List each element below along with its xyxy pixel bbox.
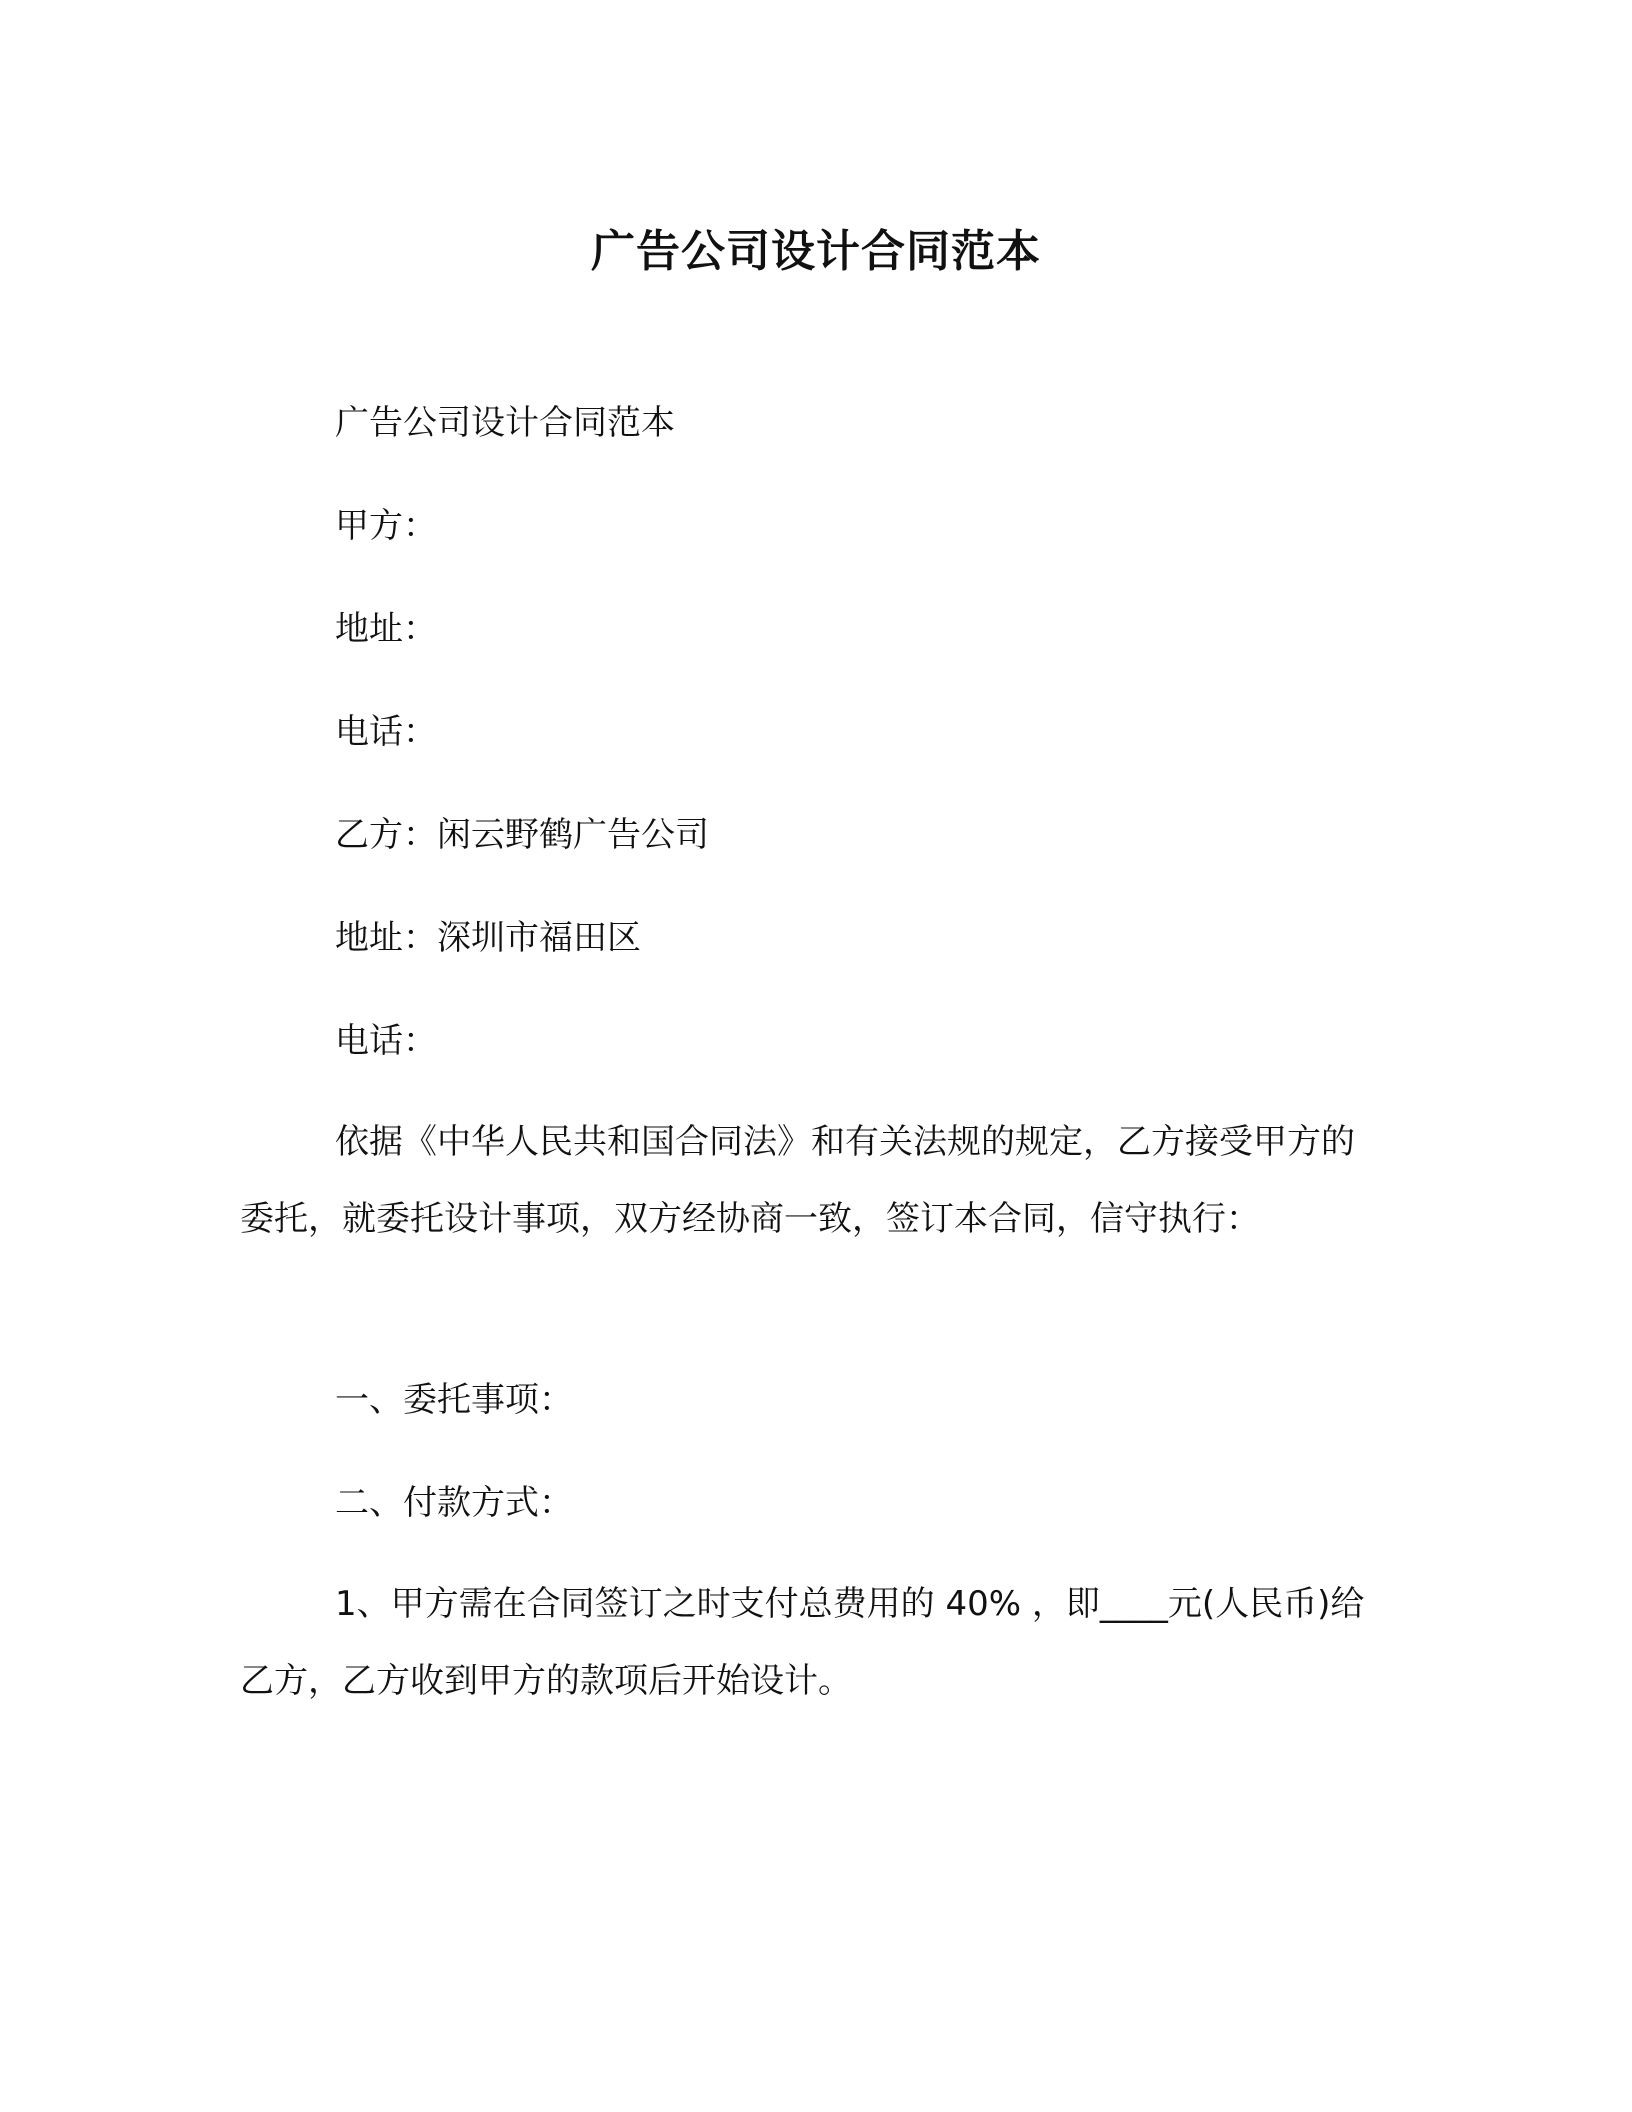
section-1-heading: 一、委托事项： [335, 1380, 573, 1420]
party-a-phone-line: 电话： [335, 712, 437, 752]
party-b-phone-line: 电话： [335, 1021, 437, 1061]
party-b-address-line: 地址：深圳市福田区 [335, 918, 641, 958]
party-a-address-line: 地址： [335, 609, 437, 649]
subtitle-line: 广告公司设计合同范本 [335, 403, 675, 443]
party-a-line: 甲方： [335, 506, 437, 546]
preamble-paragraph: 依据《中华人民共和国合同法》和有关法规的规定，乙方接受甲方的委托，就委托设计事项，双方经协商一致，签订本合同，信守执行： [240, 1122, 1355, 1239]
payment-clause-1: 1、甲方需在合同签订之时支付总费用的 40% ，即____元(人民币)给乙方，乙方收到甲方的款项后开始设计。 [240, 1584, 1365, 1701]
document-title: 广告公司设计合同范本 [591, 226, 1041, 277]
section-2-heading: 二、付款方式： [335, 1483, 573, 1523]
party-b-line: 乙方：闲云野鹤广告公司 [335, 815, 709, 855]
